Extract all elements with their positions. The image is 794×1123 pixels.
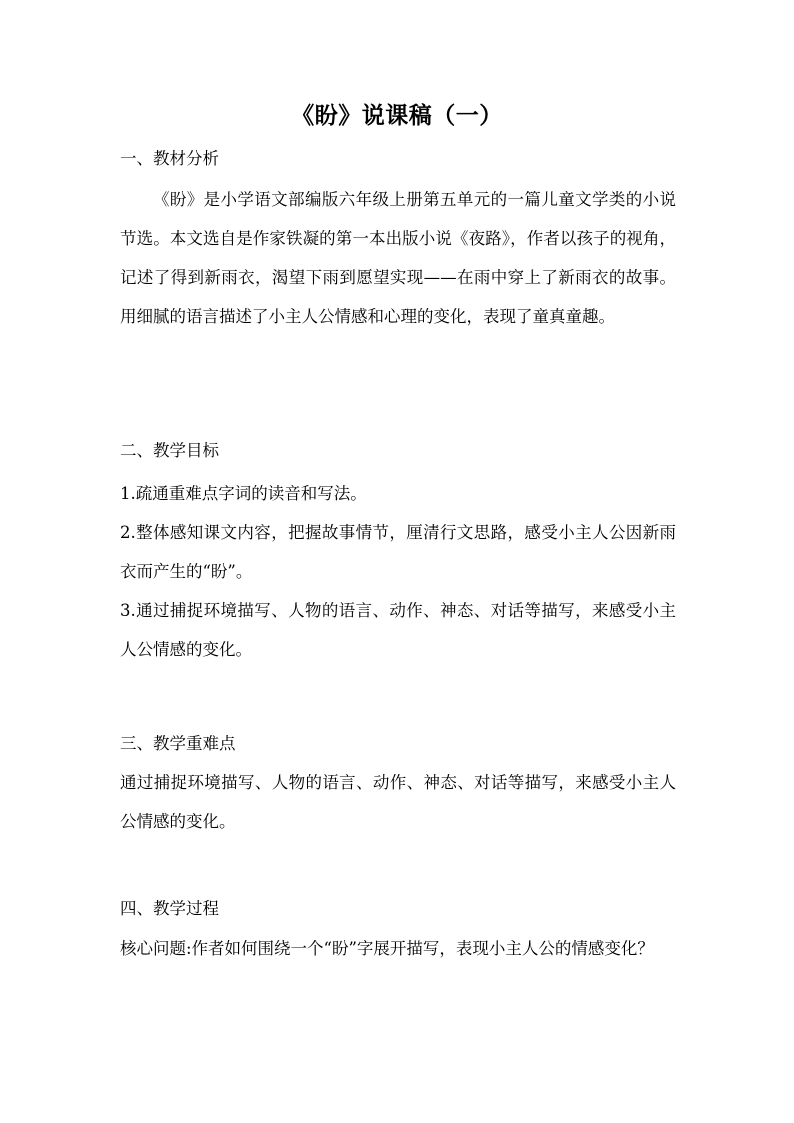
- section-heading-4: 四、教学过程: [120, 899, 219, 918]
- key-difficulty-paragraph: 通过捕捉环境描写、人物的语言、动作、神态、对话等描写，来感受小主人公情感的变化。: [120, 773, 676, 831]
- section-body-4: [120, 929, 676, 968]
- page-title: 《盼》说课稿（一）: [291, 102, 503, 129]
- section-heading-2: 二、教学目标: [120, 441, 219, 460]
- objective-item-1: 1.疏通重难点字词的读音和写法。: [120, 484, 367, 503]
- section-heading-3: 三、教学重难点: [120, 734, 236, 753]
- section-body-3: [120, 763, 676, 841]
- paragraph-textbook-analysis: 《盼》是小学语文部编版六年级上册第五单元的一篇儿童文学类的小说节选。本文选自是作家铁凝的第一本出版小说《夜路》，作者以孩子的视角，记述了得到新雨衣，渴望下雨到愿望实现——在雨中穿上了新雨衣的故事。用细腻的语言描述了小主人公情感和心理的变化，表现了童真童趣。: [120, 190, 676, 326]
- objective-item-2: 2.整体感知课文内容，把握故事情节，厘清行文思路，感受小主人公因新雨衣而产生的“盼”。: [120, 523, 676, 581]
- section-body-2: [120, 474, 676, 669]
- core-question-paragraph: 核心问题:作者如何围绕一个“盼”字展开描写，表现小主人公的情感变化？: [120, 939, 654, 958]
- section-body-1: [120, 180, 676, 336]
- objective-item-3: 3.通过捕捉环境描写、人物的语言、动作、神态、对话等描写，来感受小主人公情感的变化。: [120, 601, 676, 659]
- section-heading-1: 一、教材分析: [120, 149, 219, 168]
